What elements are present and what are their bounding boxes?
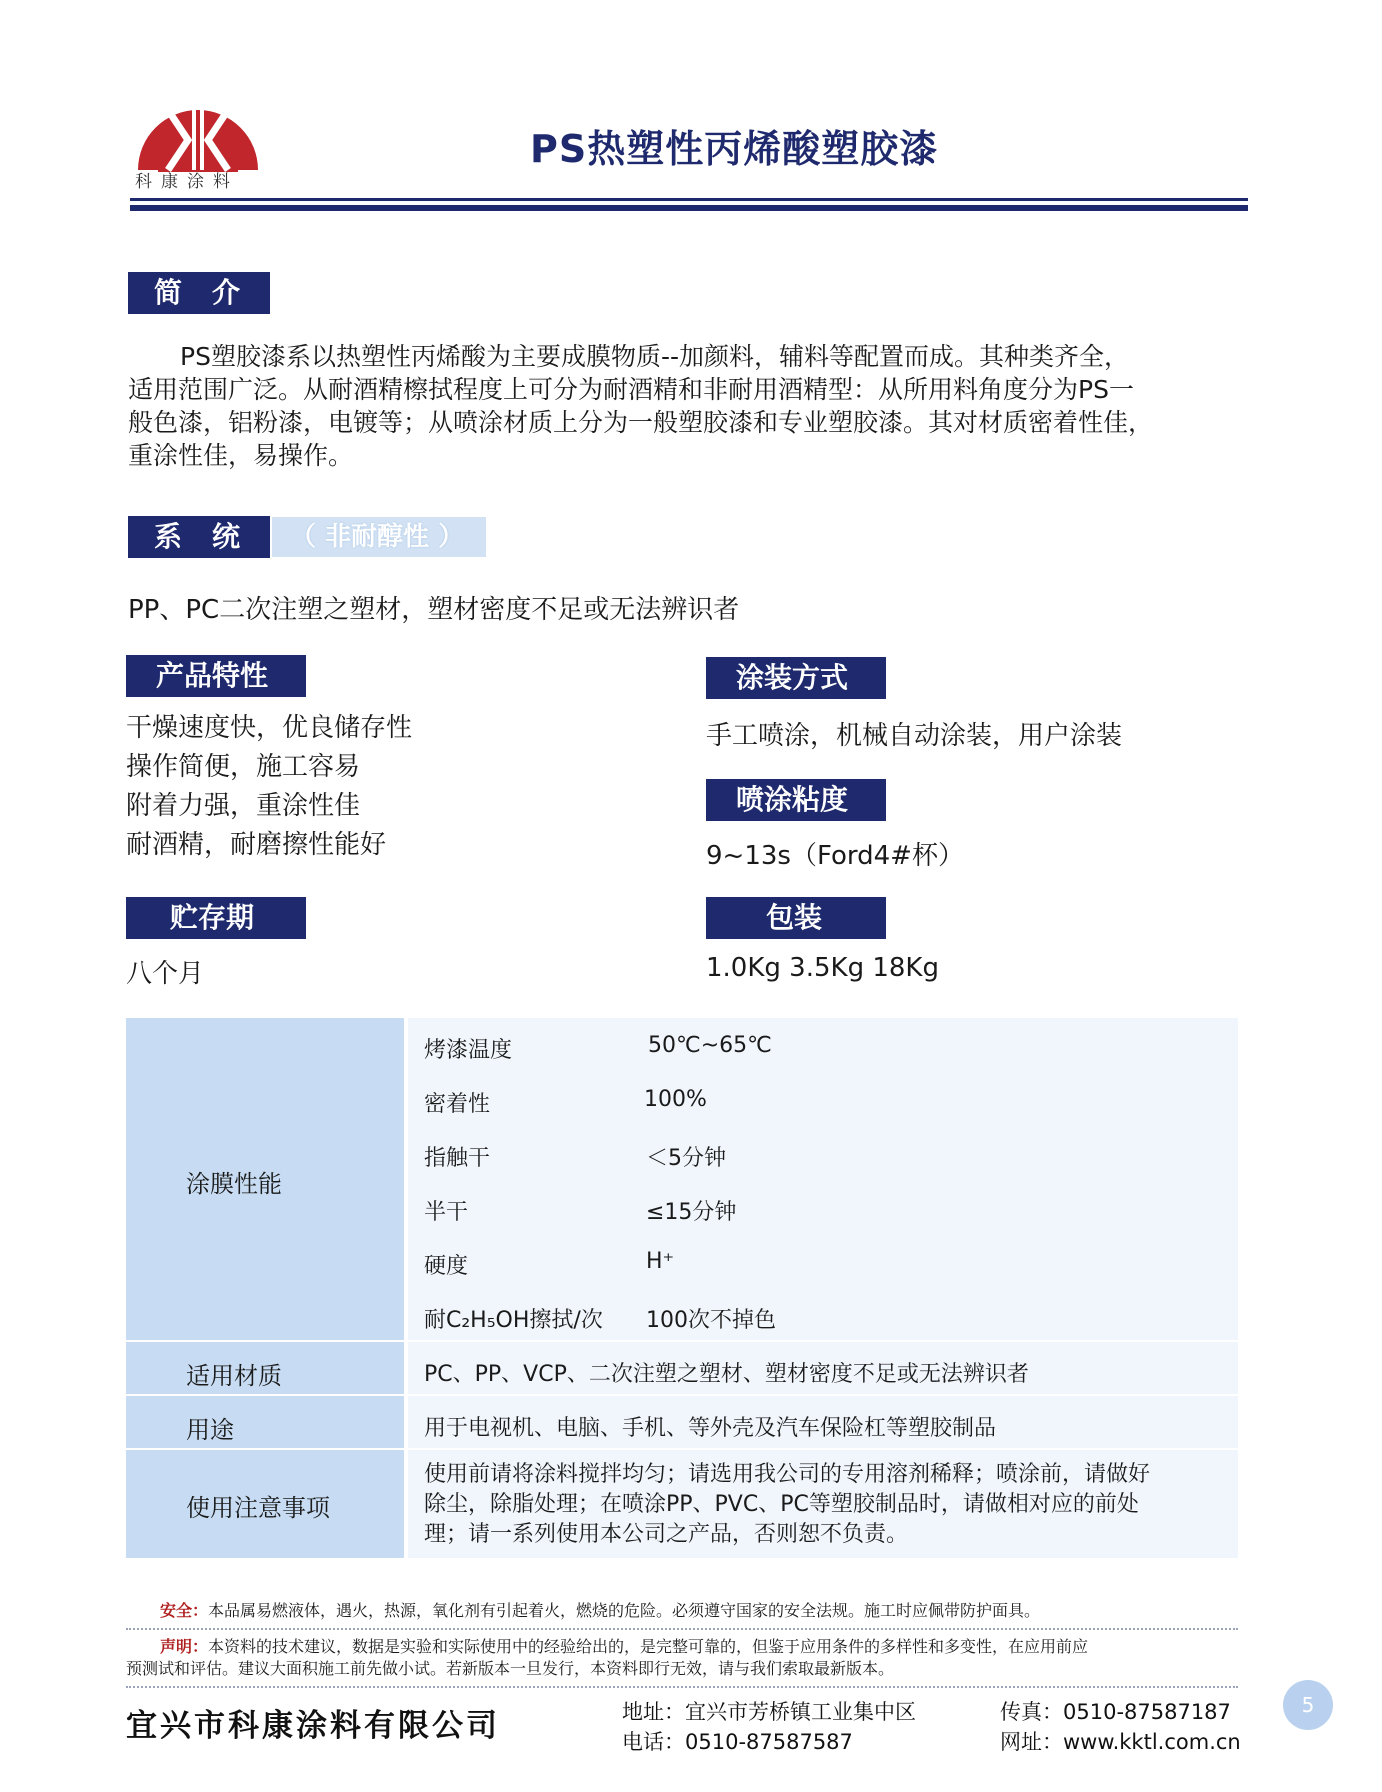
usage-label: 用途 xyxy=(186,1416,234,1444)
film-row-value: ≤15分钟 xyxy=(646,1200,737,1225)
feature-item: 附着力强，重涂性佳 xyxy=(126,791,361,821)
system-heading-char: 系 xyxy=(154,520,213,553)
statement-note xyxy=(126,1636,1238,1680)
feature-item: 干燥速度快，优良储存性 xyxy=(126,713,413,743)
footer-fax: 传真：0510-87587187 xyxy=(1000,1700,1231,1724)
document-title: PS热塑性丙烯酸塑胶漆 xyxy=(530,127,939,171)
company-name: 宜兴市科康涂料有限公司 xyxy=(126,1708,500,1744)
materials-text: PC、PP、VCP、二次注塑之塑材、塑材密度不足或无法辨识者 xyxy=(424,1362,1029,1387)
storage-heading: 贮存期 xyxy=(126,897,306,939)
packaging-heading: 包装 xyxy=(706,897,886,939)
intro-paragraph xyxy=(128,340,1248,472)
film-row-value: ＜5分钟 xyxy=(646,1146,726,1171)
film-row-value: 100% xyxy=(644,1087,707,1112)
coating-method-text: 手工喷涂，机械自动涂装，用户涂装 xyxy=(706,721,1123,751)
packaging-text: 1.0Kg 3.5Kg 18Kg xyxy=(706,953,939,983)
statement-label: 声明： xyxy=(160,1637,209,1656)
film-performance-label: 涂膜性能 xyxy=(186,1170,282,1198)
intro-line: 般色漆，铝粉漆，电镀等；从喷涂材质上分为一般塑胶漆和专业塑胶漆。其对材质密着性佳， xyxy=(128,408,1154,437)
materials-label: 适用材质 xyxy=(186,1362,282,1390)
statement-line: 本资料的技术建议，数据是实验和实际使用中的经验给出的，是完整可靠的，但鉴于应用条件的多样性和多变性，在应用前应 xyxy=(208,1637,1089,1656)
header-rule-thick xyxy=(130,205,1248,211)
header-rule xyxy=(130,198,1248,201)
notes-line: 除尘，除脂处理；在喷涂PP、PVC、PC等塑胶制品时，请做相对应的前处 xyxy=(424,1492,1139,1517)
intro-heading-char: 介 xyxy=(212,276,241,309)
table-divider xyxy=(126,1448,1238,1450)
logo-caption: 科康涂料 xyxy=(135,172,239,192)
film-row-name: 密着性 xyxy=(424,1092,491,1117)
notes-text xyxy=(424,1460,1150,1550)
coating-method-heading: 涂装方式 xyxy=(706,657,886,699)
viscosity-heading: 喷涂粘度 xyxy=(706,779,886,821)
intro-line: PS塑胶漆系以热塑性丙烯酸为主要成膜物质--加颜料，辅料等配置而成。其种类齐全， xyxy=(180,342,1129,371)
safety-text: 本品属易燃液体，遇火，热源，氧化剂有引起着火，燃烧的危险。必须遵守国家的安全法规。施工时应佩带防护面具。 xyxy=(208,1601,1041,1620)
features-heading: 产品特性 xyxy=(126,655,306,697)
safety-note xyxy=(160,1598,1040,1621)
table-divider xyxy=(126,1394,1238,1396)
dotted-divider xyxy=(126,1686,1238,1688)
intro-line: 重涂性佳，易操作。 xyxy=(128,441,354,470)
spec-table-labels xyxy=(126,1018,404,1558)
intro-line: 适用范围广泛。从耐酒精檫拭程度上可分为耐酒精和非耐用酒精型：从所用料角度分为PS一 xyxy=(128,375,1134,404)
usage-text: 用于电视机、电脑、手机、等外壳及汽车保险杠等塑胶制品 xyxy=(424,1416,997,1441)
table-divider xyxy=(126,1340,1238,1342)
film-row-value: 100次不掉色 xyxy=(646,1308,776,1333)
system-heading-char: 统 xyxy=(212,520,241,553)
feature-item: 操作简便，施工容易 xyxy=(126,752,361,782)
viscosity-text: 9~13s（Ford4#杯） xyxy=(706,841,964,871)
features-list xyxy=(126,709,412,865)
system-subheading: （ 非耐醇性 ） xyxy=(272,517,486,557)
footer-address: 地址：宜兴市芳桥镇工业集中区 xyxy=(622,1700,916,1724)
dotted-divider xyxy=(126,1628,1238,1630)
film-row-value: H⁺ xyxy=(646,1249,675,1274)
feature-item: 耐酒精，耐磨擦性能好 xyxy=(126,830,387,860)
safety-label: 安全： xyxy=(160,1601,209,1620)
notes-line: 理；请一系列使用本公司之产品，否则恕不负责。 xyxy=(424,1522,909,1547)
footer-website: 网址：www.kktl.com.cn xyxy=(1000,1730,1241,1754)
film-row-name: 半干 xyxy=(424,1200,469,1225)
film-row-name: 硬度 xyxy=(424,1254,469,1279)
statement-line: 预测试和评估。建议大面积施工前先做小试。若新版本一旦发行，本资料即行无效，请与我们索取最新版本。 xyxy=(126,1659,895,1678)
page-number: 5 xyxy=(1283,1680,1333,1730)
storage-text: 八个月 xyxy=(126,959,205,989)
notes-label: 使用注意事项 xyxy=(186,1494,330,1522)
notes-line: 使用前请将涂料搅拌均匀；请选用我公司的专用溶剂稀释；喷涂前，请做好 xyxy=(424,1462,1151,1487)
footer-phone: 电话：0510-87587587 xyxy=(622,1730,853,1754)
film-row-name: 指触干 xyxy=(424,1146,491,1171)
film-row-name: 耐C₂H₅OH擦拭/次 xyxy=(424,1308,603,1333)
system-text: PP、PC二次注塑之塑材，塑材密度不足或无法辨识者 xyxy=(128,595,740,625)
film-row-name: 烤漆温度 xyxy=(424,1038,513,1063)
intro-heading-char: 简 xyxy=(154,276,213,309)
film-row-value: 50℃~65℃ xyxy=(648,1033,772,1058)
intro-heading xyxy=(128,272,270,314)
system-heading xyxy=(128,516,270,558)
